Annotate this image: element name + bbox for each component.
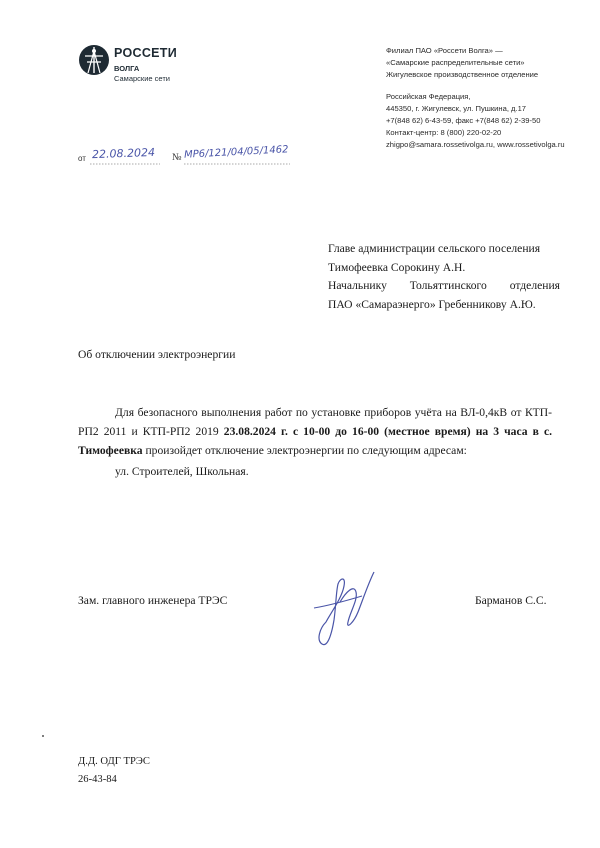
executor-phone: 26-43-84 <box>78 774 117 785</box>
registration-from-label: от <box>78 154 86 163</box>
logo-title: РОССЕТИ <box>114 46 178 60</box>
handwritten-signature <box>296 562 386 652</box>
street-list: ул. Строителей, Школьная. <box>115 465 249 478</box>
registration-number: МР6/121/04/05/1462 <box>183 144 289 161</box>
org-line: Филиал ПАО «Россети Волга» — <box>386 46 503 55</box>
addressee-line: Тимофеевка Сорокину А.Н. <box>328 260 466 274</box>
company-logo <box>78 44 198 100</box>
executor-name: Д.Д. ОДГ ТРЭС <box>78 756 150 767</box>
logo-subtitle: ВОЛГА <box>114 64 140 73</box>
contact-line: Российская Федерация, <box>386 92 471 101</box>
addressee-block <box>328 240 560 315</box>
org-line: Жигулевское производственное отделение <box>386 70 539 79</box>
registration-number-label: № <box>172 152 182 163</box>
addressee-line: Начальнику Тольяттинского отделения <box>328 279 560 293</box>
letter-body <box>78 403 552 460</box>
body-paragraph <box>78 403 552 460</box>
executor-block <box>78 753 150 789</box>
organization-details <box>386 45 586 151</box>
addressee-line: ПАО «Самараэнерго» Гребенникову А.Ю. <box>328 298 536 312</box>
body-emphasis: 23.08.2024 г. с 10-00 до 16-00 (местное время) на 3 часа в с. Тимофеевка <box>78 425 552 457</box>
contact-line: 445350, г. Жигулевск, ул. Пушкина, д.17 <box>386 104 527 113</box>
org-line: «Самарские распределительные сети» <box>386 58 525 67</box>
contact-line: zhigpo@samara.rossetivolga.ru, www.rossetivolga.ru <box>386 140 565 149</box>
letter-subject: Об отключении электроэнергии <box>78 348 236 361</box>
contact-line: +7(848 62) 6-43-59, факс +7(848 62) 2-39-50 <box>386 116 541 125</box>
body-text: Для безопасного выполнения работ по установке приборов учёта на ВЛ-0,4кВ от КТП-РП2 2011 и КТП-РП2 2019 <box>78 406 552 438</box>
signatory-title: Зам. главного инженера ТРЭС <box>78 594 228 607</box>
logo-branch: Самарские сети <box>114 74 170 83</box>
contact-line: Контакт-центр: 8 (800) 220-02-20 <box>386 128 502 137</box>
addressee-line: Главе администрации сельского поселения <box>328 242 541 255</box>
signatory-name: Барманов С.С. <box>475 594 547 607</box>
body-text: произойдет отключение электроэнергии по следующим адресам: <box>142 444 467 457</box>
rosseti-logo-icon <box>78 44 110 76</box>
punch-mark <box>42 735 44 737</box>
registration-date: 22.08.2024 <box>91 145 156 162</box>
registration-underline <box>90 163 290 167</box>
